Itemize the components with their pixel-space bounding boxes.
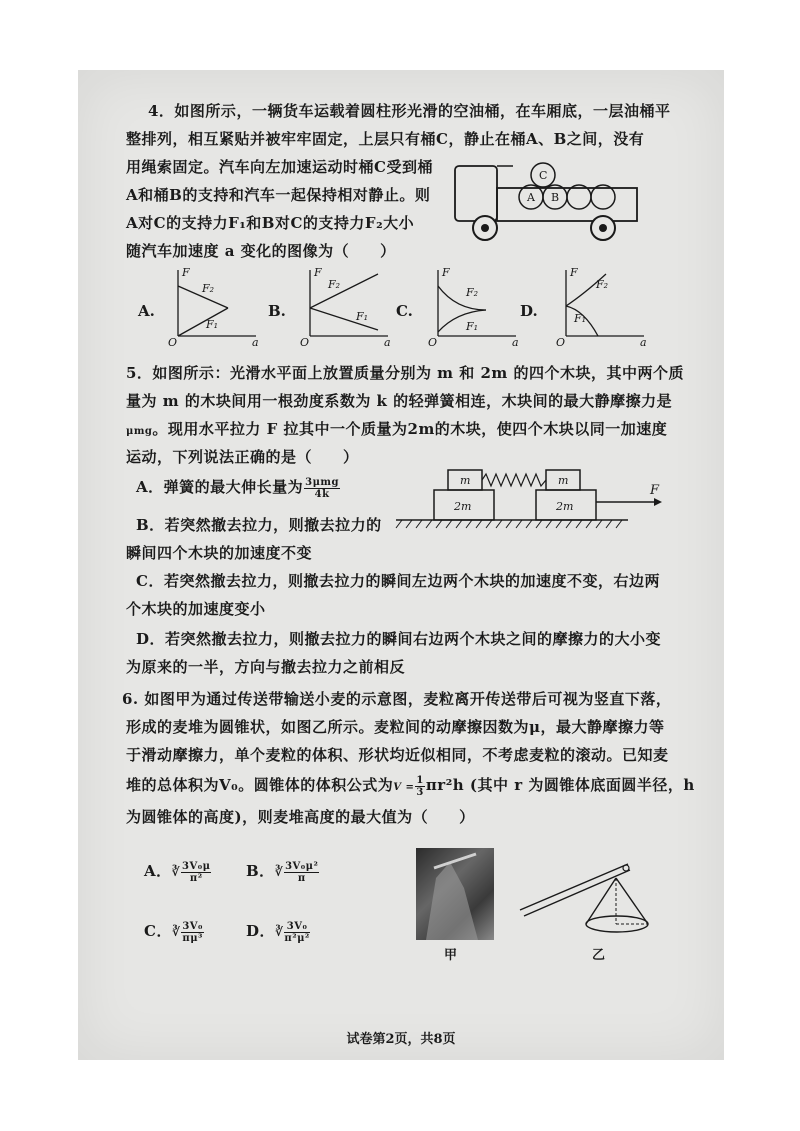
q4-graph-c — [426, 266, 521, 349]
q4-d-x-axis: a — [640, 336, 647, 349]
q6-option-d — [246, 920, 311, 944]
q5-option-b-2: 瞬间四个木块的加速度不变 — [126, 544, 313, 562]
q6-line2: 形成的麦堆为圆锥状，如图乙所示。麦粒间的动摩擦因数为μ，最大静摩擦力等 — [126, 718, 665, 736]
q4-b-origin: O — [300, 336, 310, 349]
q6-option-c-label: C． — [144, 922, 172, 940]
q6-option-b-root: ∛ $\frac{\text{3V₀μ²}}{\pi}$ — [274, 861, 319, 884]
q4-c-origin: O — [428, 336, 438, 349]
q6-line4-b: πr²h (其中 r 为圆锥体底面圆半径，h — [425, 776, 695, 794]
q4-line1: 4．如图所示，一辆货车运载着圆柱形光滑的空油桶，在车厢底，一层油桶平 — [148, 102, 671, 120]
truck-figure — [453, 158, 643, 243]
q4-c-f2: F₂ — [466, 286, 479, 299]
q6-option-d-num: 3V₀ — [284, 921, 309, 933]
q5-option-a-den: 4k — [314, 488, 330, 500]
q4-c-f-axis: F — [442, 266, 450, 279]
q4-a-f2: F₂ — [202, 282, 215, 295]
q4-c-f1: F₁ — [466, 320, 479, 333]
q5-option-c-2: 个木块的加速度变小 — [126, 600, 266, 618]
q4-line5: A对C的支持力F₁和B对C的支持力F₂大小 — [126, 214, 415, 232]
q4-option-b-label: B. — [268, 302, 286, 320]
q4-a-f-axis: F — [182, 266, 190, 279]
q6-option-c-root: ∛ $\frac{\text{3V₀}}{\text{πμ³}}$ — [171, 921, 203, 944]
q5-option-d-1: D．若突然撤去拉力，则撤去拉力的瞬间右边两个木块之间的摩擦力的大小变 — [136, 630, 662, 648]
q6-line5: 为圆锥体的高度)，则麦堆高度的最大值为（ ） — [126, 808, 475, 826]
q5-option-d-2: 为原来的一半，方向与撤去拉力之前相反 — [126, 658, 406, 676]
drum-c-label: C — [539, 169, 548, 182]
q5-line3-text: 。现用水平拉力 F 拉其中一个质量为2m的木块，使四个木块以同一加速度 — [152, 420, 668, 438]
q4-b-f-axis: F — [314, 266, 322, 279]
q5-option-c-1: C．若突然撤去拉力，则撤去拉力的瞬间左边两个木块的加速度不变，右边两 — [136, 572, 660, 590]
q4-option-a-label: A. — [138, 302, 155, 320]
q6-option-d-root: ∛ $\frac{\text{3V₀}}{\text{π²μ²}}$ — [275, 921, 310, 944]
q4-b-f2: F₂ — [328, 278, 341, 291]
q6-cone-den: 3 — [416, 786, 424, 798]
q6-option-a-den: π² — [189, 873, 203, 884]
q4-option-d-label: D. — [520, 302, 538, 320]
q4-option-c-label: C. — [396, 302, 413, 320]
exam-paper — [78, 70, 724, 1060]
q4-d-f1: F₁ — [574, 312, 587, 325]
q5-option-a — [136, 476, 341, 500]
q5-line1: 5．如图所示：光滑水平面上放置质量分别为 m 和 2m 的四个木块，其中两个质 — [126, 364, 685, 382]
block-2m-left: 2m — [454, 500, 472, 513]
q5-line2: 量为 m 的木块间用一根劲度系数为 k 的轻弹簧相连，木块间的最大静摩擦力是 — [126, 392, 673, 410]
q4-line3: 用绳索固定。汽车向左加速运动时桶C受到桶 — [126, 158, 433, 176]
q4-d-origin: O — [556, 336, 566, 349]
q5-option-a-fraction — [304, 477, 340, 500]
block-m-left: m — [460, 474, 471, 487]
q4-graph-d — [554, 266, 649, 349]
q5-line4: 运动，下列说法正确的是（ ） — [126, 448, 359, 466]
drum-a-label: A — [527, 191, 535, 204]
q6-cone-fraction — [415, 775, 424, 798]
q6-option-c-frac — [181, 921, 204, 944]
q6-line4-a: 堆的总体积为V₀。圆锥体的体积公式为 — [126, 776, 394, 794]
q6-option-b-frac — [284, 861, 319, 884]
blocks-spring-figure — [396, 462, 666, 542]
q4-a-x-axis: a — [252, 336, 259, 349]
q6-line1: 6. 如图甲为通过传送带输送小麦的示意图，麦粒离开传送带后可视为竖直下落， — [122, 690, 672, 708]
q4-c-x-axis: a — [512, 336, 519, 349]
q6-cone-num: 1 — [416, 774, 424, 786]
fig-yi-label: 乙 — [592, 948, 606, 963]
q4-graph-b — [298, 266, 393, 349]
q5-option-a-num: 3μmg — [305, 476, 339, 488]
q4-line2: 整排列，相互紧贴并被牢牢固定，上层只有桶C，静止在桶A、B之间，没有 — [126, 130, 645, 148]
q5-option-a-text: A．弹簧的最大伸长量为 — [136, 478, 304, 496]
q4-a-origin: O — [168, 336, 178, 349]
q4-d-f-axis: F — [570, 266, 578, 279]
q6-option-a-label: A． — [144, 862, 172, 880]
conveyor-photo — [416, 848, 494, 940]
q6-line4 — [126, 774, 695, 798]
q5-option-b-1: B．若突然撤去拉力，则撤去拉力的 — [136, 516, 382, 534]
q6-option-d-frac — [284, 921, 309, 944]
q6-option-b — [246, 860, 320, 884]
q4-a-f1: F₁ — [206, 318, 219, 331]
q6-option-a — [144, 860, 212, 884]
force-label: F — [650, 483, 660, 498]
q4-d-f2: F₂ — [596, 278, 609, 291]
page-footer: 试卷第2页，共8页 — [346, 1032, 456, 1047]
q4-line4: A和桶B的支持和汽车一起保持相对静止。则 — [126, 186, 431, 204]
drum-b-label: B — [551, 191, 560, 204]
q6-option-d-den: π²μ² — [284, 933, 310, 944]
q6-option-c-den: πμ³ — [182, 933, 203, 944]
q6-option-c — [144, 920, 205, 944]
cone-diagram — [516, 860, 656, 940]
block-2m-right: 2m — [556, 500, 574, 513]
block-m-right: m — [558, 474, 569, 487]
fig-jia-label: 甲 — [444, 948, 458, 963]
q6-option-b-label: B． — [246, 862, 275, 880]
q6-option-b-den: π — [297, 873, 306, 884]
q5-mumg: μmg — [126, 426, 153, 437]
q4-line6: 随汽车加速度 a 变化的图像为（ ） — [126, 242, 396, 260]
page-content — [78, 70, 724, 1060]
q5-line3 — [126, 418, 667, 439]
q6-option-a-frac — [181, 861, 211, 884]
q6-line4-v: V = — [393, 782, 415, 793]
q6-option-a-root: ∛ $\frac{\text{3V₀μ}}{\text{π²}}$ — [171, 861, 211, 884]
q6-option-d-label: D． — [246, 922, 276, 940]
q4-graph-a — [166, 266, 261, 349]
q4-b-x-axis: a — [384, 336, 391, 349]
q4-b-f1: F₁ — [356, 310, 369, 323]
q6-line3: 于滑动摩擦力，单个麦粒的体积、形状均近似相同，不考虑麦粒的滚动。已知麦 — [126, 746, 669, 764]
q6-option-a-num: 3V₀μ — [182, 861, 211, 872]
q6-option-c-num: 3V₀ — [182, 921, 203, 932]
q6-option-b-num: 3V₀μ² — [285, 861, 319, 872]
